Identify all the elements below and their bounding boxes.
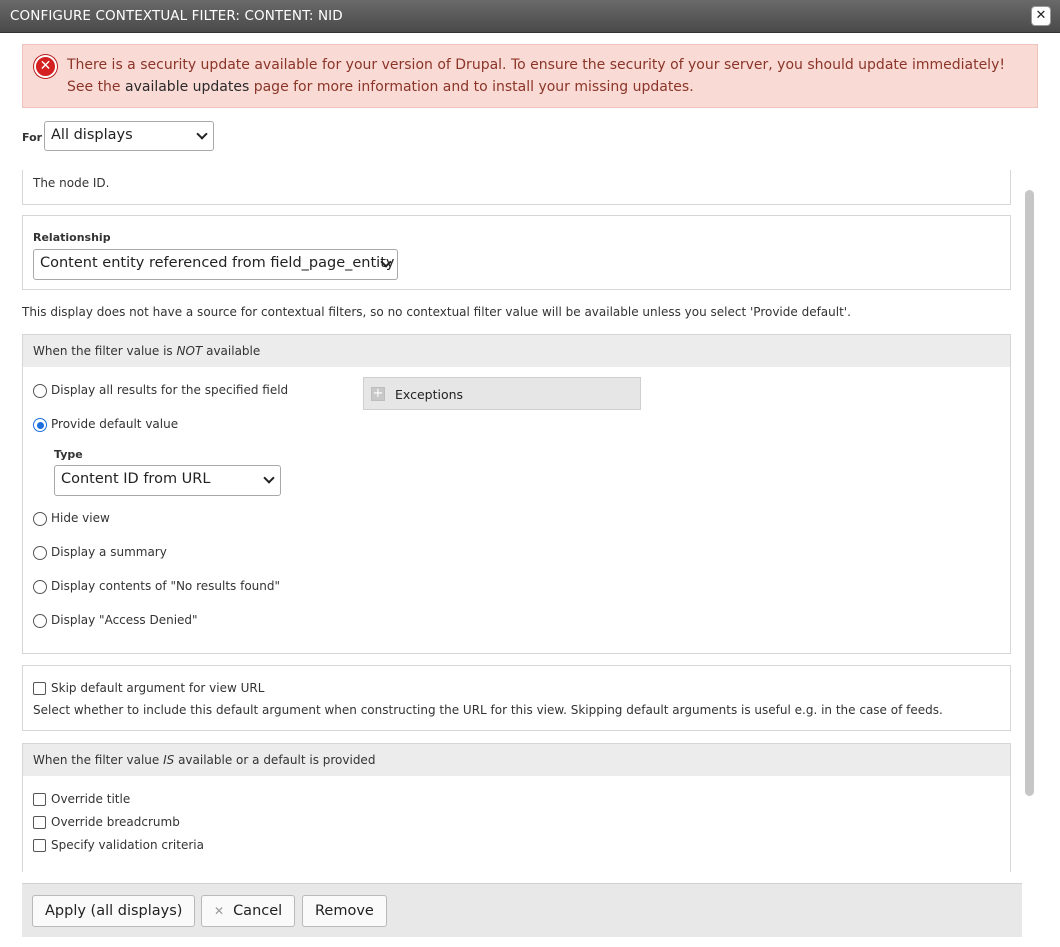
radio-label: Display contents of "No results found" [51,579,281,593]
checkbox[interactable] [33,816,46,829]
vertical-scrollbar[interactable] [1023,176,1036,872]
dialog-titlebar [0,0,1060,33]
apply-button[interactable]: Apply (all displays) [32,895,195,927]
dialog-footer [22,883,1022,937]
remove-button[interactable]: Remove [302,895,387,927]
description-box [22,170,1011,205]
default-type-select[interactable] [54,465,281,496]
relationship-label: Relationship [33,231,111,244]
checkbox-label: Specify validation criteria [51,838,204,852]
exceptions-label: Exceptions [395,387,464,402]
relationship-select-value: Content entity referenced from field_page_entity [40,255,395,271]
alert-text-after: page for more information and to install your missing updates. [249,79,694,95]
radio-button[interactable] [33,512,47,526]
checkbox-label: Skip default argument for view URL [51,681,265,695]
close-icon[interactable]: ✕ [1031,6,1051,26]
relationship-box [22,215,1011,290]
exceptions-toggle[interactable] [363,377,641,410]
checkbox[interactable] [33,682,46,695]
description-text: The node ID. [33,176,110,190]
no-source-notice: This display does not have a source for contextual filters, so no contextual filter value will be available unless you select 'Provide default'. [22,305,851,319]
checkbox-label: Override breadcrumb [51,815,180,829]
radio-button[interactable] [33,546,47,560]
chevron-down-icon [196,128,207,139]
form-scroll-area[interactable] [0,170,1060,872]
chevron-down-icon [263,472,274,483]
radio-button[interactable] [33,614,47,628]
alert-text-before: There is a security update available for your version of Drupal. To ensure the security of your server, you should update immediately! See the [67,57,1005,95]
default-type-select-value: Content ID from URL [61,471,211,487]
skip-default-description: Select whether to include this default argument when constructing the URL for this view. Skipping default arguments is useful e.g. in the case of feeds. [33,703,943,717]
relationship-select[interactable] [33,249,398,280]
heading-em: IS [163,753,175,767]
radio-label: Hide view [51,511,110,525]
skip-default-box [22,665,1011,731]
radio-button[interactable] [33,580,47,594]
error-x-icon: ✕ [34,55,57,78]
type-label: Type [54,448,83,461]
plus-icon: + [372,386,384,401]
heading-prefix: When the filter value [33,753,164,767]
cancel-button[interactable] [201,895,295,927]
heading-suffix: available [202,344,261,358]
cancel-label: Cancel [233,903,283,919]
radio-button-selected[interactable] [33,418,47,432]
is-available-box [22,743,1011,872]
not-available-box [22,334,1011,654]
close-icon: ✕ [214,904,225,918]
dialog-title: CONFIGURE CONTEXTUAL FILTER: CONTENT: NID [10,8,343,24]
radio-label: Provide default value [51,417,179,431]
heading-suffix: available or a default is provided [174,753,376,767]
radio-button[interactable] [33,384,47,398]
checkbox[interactable] [33,839,46,852]
radio-label: Display all results for the specified field [51,383,289,397]
security-alert [22,44,1038,108]
heading-em: NOT [176,344,203,358]
for-display-select[interactable] [44,121,214,151]
heading-prefix: When the filter value is [33,344,177,358]
radio-label: Display a summary [51,545,167,559]
available-updates-link[interactable]: available updates [125,79,250,95]
checkbox-label: Override title [51,792,131,806]
radio-label: Display "Access Denied" [51,613,198,627]
is-available-heading [23,744,1010,776]
checkbox[interactable] [33,793,46,806]
alert-message [67,54,1027,98]
for-label: For [22,131,43,144]
scrollbar-thumb[interactable] [1025,190,1034,796]
not-available-heading [23,335,1010,367]
for-display-select-value: All displays [51,127,133,143]
